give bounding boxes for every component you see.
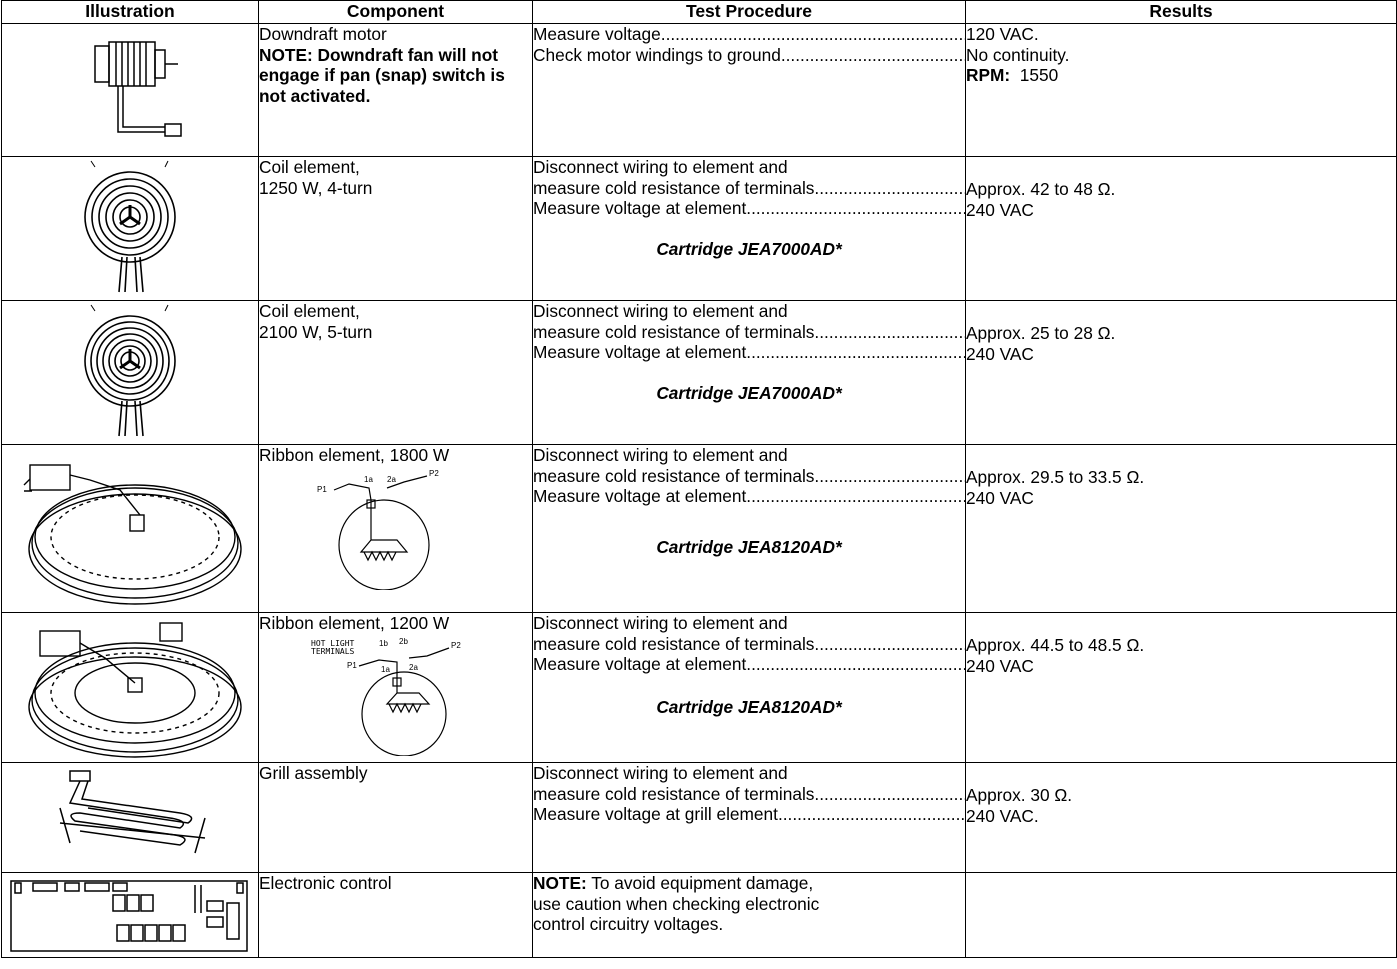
procedure-line: measure cold resistance of terminals. ..... [533,784,965,805]
component-name: Grill assembly [259,763,368,783]
component-cell [259,445,533,613]
component-name: Electronic control [259,873,392,893]
component-test-table [1,0,1397,958]
procedure-line: Measure voltage ..... [533,24,965,45]
diagram-label-2a: 2a [387,474,396,484]
result-line: 240 VAC [966,655,1034,676]
procedure-cell [533,763,966,873]
cartridge-label: Cartridge JEA8120AD* [656,536,842,557]
cartridge-label: Cartridge JEA8120AD* [656,696,842,717]
diagram-label-terminals: TERMINALS [311,646,355,656]
results-cell [966,24,1397,157]
procedure-line: Disconnect wiring to element and [533,157,788,177]
coil-element-5turn-illustration [2,301,259,445]
result-line: 120 VAC. [966,24,1039,44]
results-cell [966,763,1397,873]
component-name: Ribbon element, 1800 W [259,445,450,465]
note-line: NOTE: To avoid equipment damage, [533,873,814,893]
component-note: NOTE: Downdraft fan will not engage if pan (snap) switch is not activated. [259,44,505,106]
procedure-line: Measure voltage at element ..... [533,654,965,675]
procedure-cell [533,613,966,763]
result-line: Approx. 29.5 to 33.5 Ω. [966,467,1145,487]
diagram-label-p2: P2 [451,640,461,650]
cartridge-label: Cartridge JEA7000AD* [656,238,842,259]
component-name: Coil element, [259,301,360,321]
rpm-line: RPM: 1550 [966,65,1059,86]
results-cell [966,873,1397,958]
diagram-label-1a: 1a [381,664,390,674]
cartridge-label: Cartridge JEA7000AD* [656,382,842,403]
grill-drawing [40,763,220,863]
results-cell [966,613,1397,763]
ribbon-1200-wiring-diagram [309,638,469,756]
diagram-label-p1: P1 [317,484,327,494]
procedure-line: measure cold resistance of terminals. ..... [533,634,965,655]
header-results: Results [966,1,1397,24]
diagram-label-p1: P1 [347,660,357,670]
table-row [2,445,1397,613]
table-row [2,763,1397,873]
procedure-line: Disconnect wiring to element and [533,445,788,465]
ribbon-element-drawing [10,445,250,605]
procedure-line: Measure voltage at element ..... [533,342,965,363]
component-spec: 1250 W, 4-turn [259,177,373,198]
procedure-line: Disconnect wiring to element and [533,763,788,783]
coil-element-4turn-illustration [2,157,259,301]
procedure-line: Disconnect wiring to element and [533,301,788,321]
table-row [2,873,1397,958]
coil-drawing [75,157,185,295]
results-cell [966,445,1397,613]
result-line: 240 VAC. [966,805,1039,826]
component-cell [259,873,533,958]
ribbon-1800-wiring-diagram [309,470,459,590]
component-cell [259,301,533,445]
result-line: 240 VAC [966,343,1034,364]
procedure-cell [533,157,966,301]
table-row [2,157,1397,301]
table-row [2,301,1397,445]
component-cell [259,763,533,873]
result-line: 240 VAC [966,487,1034,508]
component-cell [259,24,533,157]
header-illustration: Illustration [2,1,259,24]
results-cell [966,301,1397,445]
ribbon-element-drawing [10,613,250,758]
result-line: Approx. 44.5 to 48.5 Ω. [966,635,1145,655]
component-name: Ribbon element, 1200 W [259,613,450,633]
procedure-line: Check motor windings to ground ..... [533,45,965,66]
component-cell [259,157,533,301]
downdraft-motor-illustration [2,24,259,157]
procedure-line: measure cold resistance of terminals. ..... [533,322,965,343]
result-line: No continuity. [966,44,1070,65]
diagram-label-1a: 1a [364,474,373,484]
electronic-control-illustration [2,873,259,958]
procedure-cell [533,301,966,445]
component-name: Coil element, [259,157,360,177]
ribbon-element-1200-illustration [2,613,259,763]
motor-drawing [70,24,190,149]
procedure-line: Measure voltage at element ..... [533,486,965,507]
procedure-cell [533,445,966,613]
grill-assembly-illustration [2,763,259,873]
procedure-cell [533,24,966,157]
procedure-cell [533,873,966,958]
diagram-label-p2: P2 [429,469,439,478]
coil-drawing [75,301,185,439]
result-line: Approx. 30 Ω. [966,785,1073,805]
header-component: Component [259,1,533,24]
diagram-label-1b: 1b [379,638,388,648]
procedure-line: Measure voltage at element ..... [533,198,965,219]
diagram-label-hot-light: HOT LIGHT [311,638,355,648]
note-line: use caution when checking electronic [533,893,820,914]
procedure-line: measure cold resistance of terminals. ..... [533,466,965,487]
result-line: 240 VAC [966,199,1034,220]
result-line: Approx. 25 to 28 Ω. [966,323,1116,343]
component-cell [259,613,533,763]
result-line: Approx. 42 to 48 Ω. [966,179,1116,199]
procedure-line: measure cold resistance of terminals. ..... [533,178,965,199]
table-header-row [2,1,1397,24]
header-test-procedure: Test Procedure [533,1,966,24]
note-line: control circuitry voltages. [533,914,724,935]
diagram-label-2a: 2a [409,662,418,672]
component-spec: 2100 W, 5-turn [259,321,373,342]
ribbon-element-1800-illustration [2,445,259,613]
table-row [2,613,1397,763]
component-name: Downdraft motor [259,24,387,44]
results-cell [966,157,1397,301]
table-row [2,24,1397,157]
procedure-line: Disconnect wiring to element and [533,613,788,633]
control-board-drawing [5,873,255,953]
diagram-label-2b: 2b [399,637,408,646]
procedure-line: Measure voltage at grill element ..... [533,804,965,825]
